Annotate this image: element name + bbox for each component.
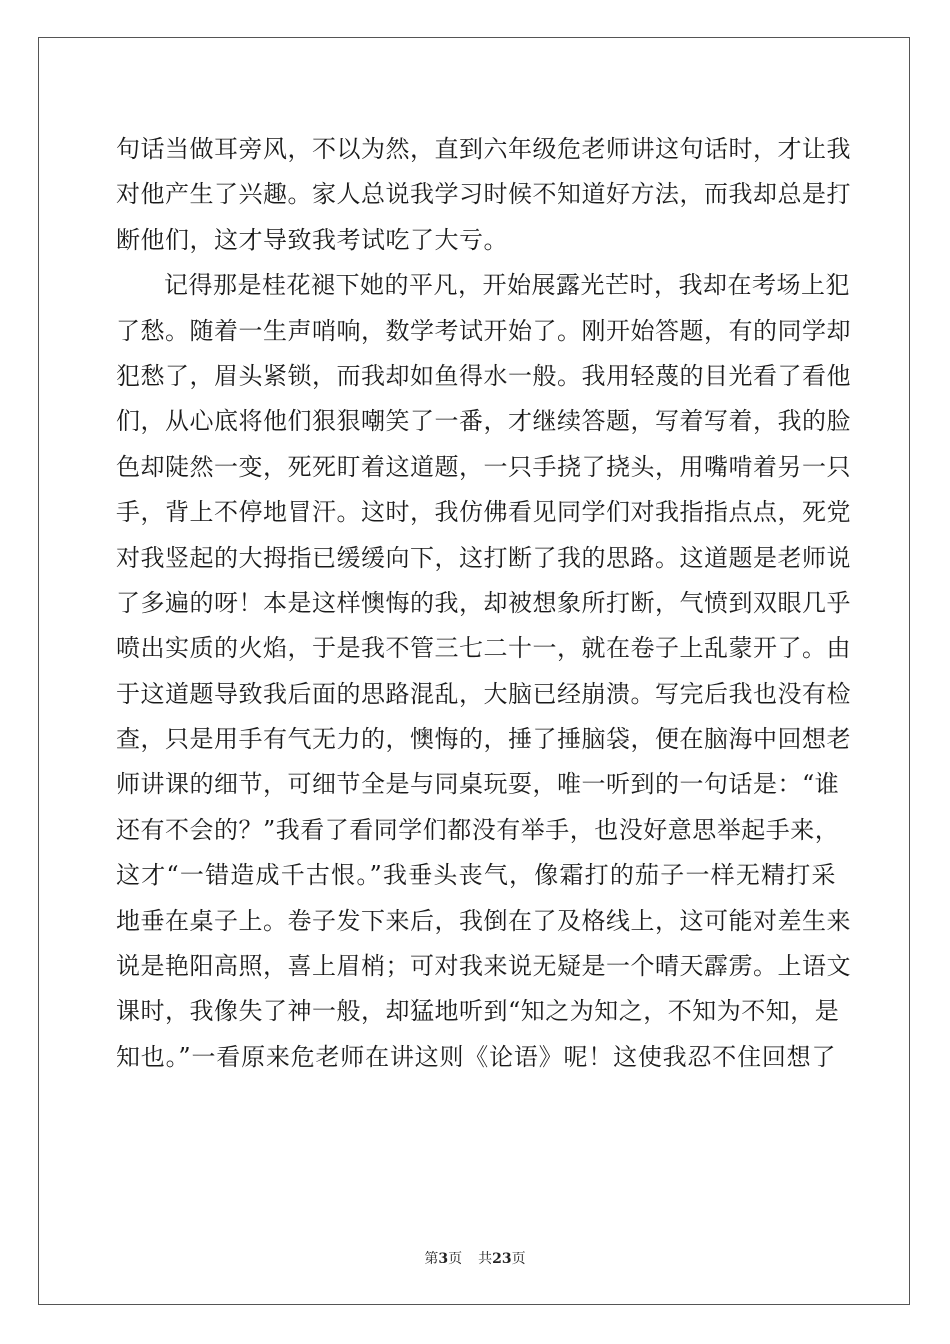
total-page-count: 23 (492, 1251, 512, 1267)
total-label-suffix: 页 (511, 1251, 526, 1267)
text-line: 了多遍的呀！本是这样懊悔的我，却被想象所打断，气愤到双眼几乎 (116, 588, 851, 617)
paragraph-first-line: 记得那是桂花褪下她的平凡，开始展露光芒时，我却在考场上犯 (164, 271, 850, 300)
text-line: 于这道题导致我后面的思路混乱，大脑已经崩溃。写完后我也没有检 (116, 679, 851, 708)
page-label-prefix: 第 (424, 1251, 439, 1267)
text-line: 说是艳阳高照，喜上眉梢；可对我来说无疑是一个晴天霹雳。上语文 (116, 952, 851, 981)
text-line: 师讲课的细节，可细节全是与同桌玩耍，唯一听到的一句话是：“谁 (116, 770, 840, 799)
text-line: 句话当做耳旁风，不以为然，直到六年级危老师讲这句话时，才让我 (116, 135, 851, 163)
text-line: 喷出实质的火焰，于是我不管三七二十一，就在卷子上乱蒙开了。由 (116, 634, 851, 663)
total-label-prefix: 共 (478, 1251, 493, 1267)
document-body (116, 127, 851, 1080)
text-line: 犯愁了，眉头紧锁，而我却如鱼得水一般。我用轻蔑的目光看了看他 (116, 361, 851, 390)
text-line: 地垂在桌子上。卷子发下来后，我倒在了及格线上，这可能对差生来 (116, 906, 851, 935)
text-line: 知也。”一看原来危老师在讲这则《论语》呢！这使我忍不住回想了 (116, 1042, 836, 1071)
text-line: 还有不会的？”我看了看同学们都没有举手，也没好意思举起手来， (116, 815, 840, 844)
text-line: 对我竖起的大拇指已缓缓向下，这打断了我的思路。这道题是老师说 (116, 543, 851, 572)
text-line: 对他产生了兴趣。家人总说我学习时候不知道好方法，而我却总是打 (116, 180, 851, 209)
text-line: 了愁。随着一生声哨响，数学考试开始了。刚开始答题，有的同学却 (116, 316, 851, 345)
text-line: 这才“一错造成千古恨。”我垂头丧气，像霜打的茄子一样无精打采 (116, 861, 836, 890)
page-label-suffix: 页 (448, 1251, 463, 1267)
text-line: 手，背上不停地冒汗。这时，我仿佛看见同学们对我指指点点，死党 (116, 498, 851, 527)
text-line: 查，只是用手有气无力的，懊悔的，捶了捶脑袋，便在脑海中回想老 (116, 725, 851, 754)
text-line: 色却陡然一变，死死盯着这道题，一只手挠了挠头，用嘴啃着另一只 (116, 452, 851, 481)
current-page-number: 3 (438, 1251, 449, 1267)
text-line: 课时，我像失了神一般，却猛地听到“知之为知之，不知为不知，是 (116, 997, 840, 1026)
text-line: 们，从心底将他们狠狠嘲笑了一番，才继续答题，写着写着，我的脸 (116, 407, 851, 436)
page-footer (0, 1248, 950, 1268)
text-line: 断他们，这才导致我考试吃了大亏。 (116, 225, 508, 254)
